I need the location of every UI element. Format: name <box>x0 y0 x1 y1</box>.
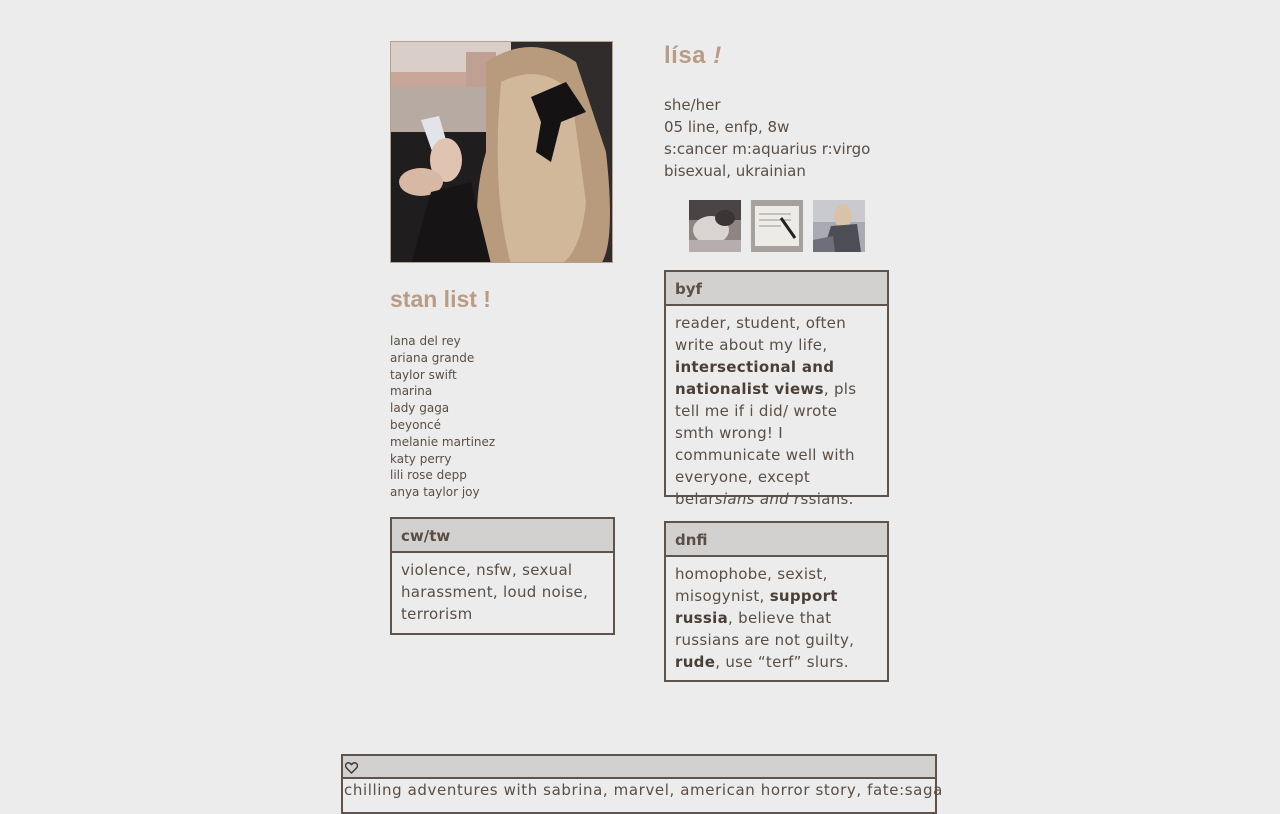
byf-text-part: , pls tell me if i did/ wrote smth wrong! I communicate well with everyone, except belar <box>675 380 857 508</box>
profile-name-text: lísa <box>664 42 707 69</box>
profile-bio <box>664 94 870 182</box>
dnfi-title: dnfi <box>666 523 887 557</box>
byf-title: byf <box>666 272 887 306</box>
stan-list-title: stan list ! <box>390 286 491 312</box>
bio-line: bisexual, ukrainian <box>664 162 806 180</box>
byf-text-italic: sians and r <box>714 490 801 508</box>
dnfi-box <box>664 521 889 682</box>
profile-photo <box>390 41 613 263</box>
heart-icon <box>345 759 358 778</box>
cw-tw-box <box>390 517 615 635</box>
fandom-box <box>341 754 943 814</box>
list-item: ariana grande <box>390 350 475 365</box>
cw-tw-title: cw/tw <box>392 519 613 553</box>
cw-tw-text: violence, nsfw, sexual harassment, loud noise, terrorism <box>401 561 589 623</box>
byf-text-part: reader, student, often write about my life, <box>675 314 846 354</box>
dnfi-text-bold: rude <box>675 653 716 671</box>
byf-box <box>664 270 889 508</box>
dnfi-text-part: , believe that russians are not guilty, <box>675 609 855 649</box>
list-item: lady gaga <box>390 401 450 416</box>
fandom-header <box>343 756 935 779</box>
list-item: lana del rey <box>390 334 461 348</box>
stan-list <box>390 333 495 501</box>
fandom-text: chilling adventures with sabrina, marvel, american horror story, fate:saga <box>344 781 943 799</box>
list-item: beyoncé <box>390 417 442 432</box>
byf-text <box>666 306 887 516</box>
thumbnail-image <box>751 200 803 252</box>
list-item: melanie martinez <box>390 434 496 449</box>
profile-name-mark: ! <box>713 42 722 69</box>
list-item: katy perry <box>390 451 452 466</box>
thumbnail-image <box>813 200 865 252</box>
thumbnail-image <box>689 200 741 252</box>
dnfi-text-part: , use “terf” slurs. <box>715 653 849 671</box>
list-item: marina <box>390 384 433 399</box>
byf-text-part: ssians. <box>800 490 854 508</box>
bio-line: s:cancer m:aquarius r:virgo <box>664 140 871 158</box>
dnfi-text-bold: support russia <box>675 587 838 627</box>
list-item: anya taylor joy <box>390 485 480 500</box>
dnfi-text <box>666 557 887 679</box>
bio-line: 05 line, enfp, 8w <box>664 118 790 136</box>
profile-name <box>664 42 722 70</box>
bio-line: she/her <box>664 96 721 114</box>
list-item: lili rose depp <box>390 468 467 483</box>
dnfi-text-part: homophobe, sexist, misogynist, <box>675 565 828 605</box>
thumbnail-row <box>689 200 865 252</box>
list-item: taylor swift <box>390 367 457 382</box>
byf-text-bold: intersectional and nationalist views <box>675 358 835 398</box>
